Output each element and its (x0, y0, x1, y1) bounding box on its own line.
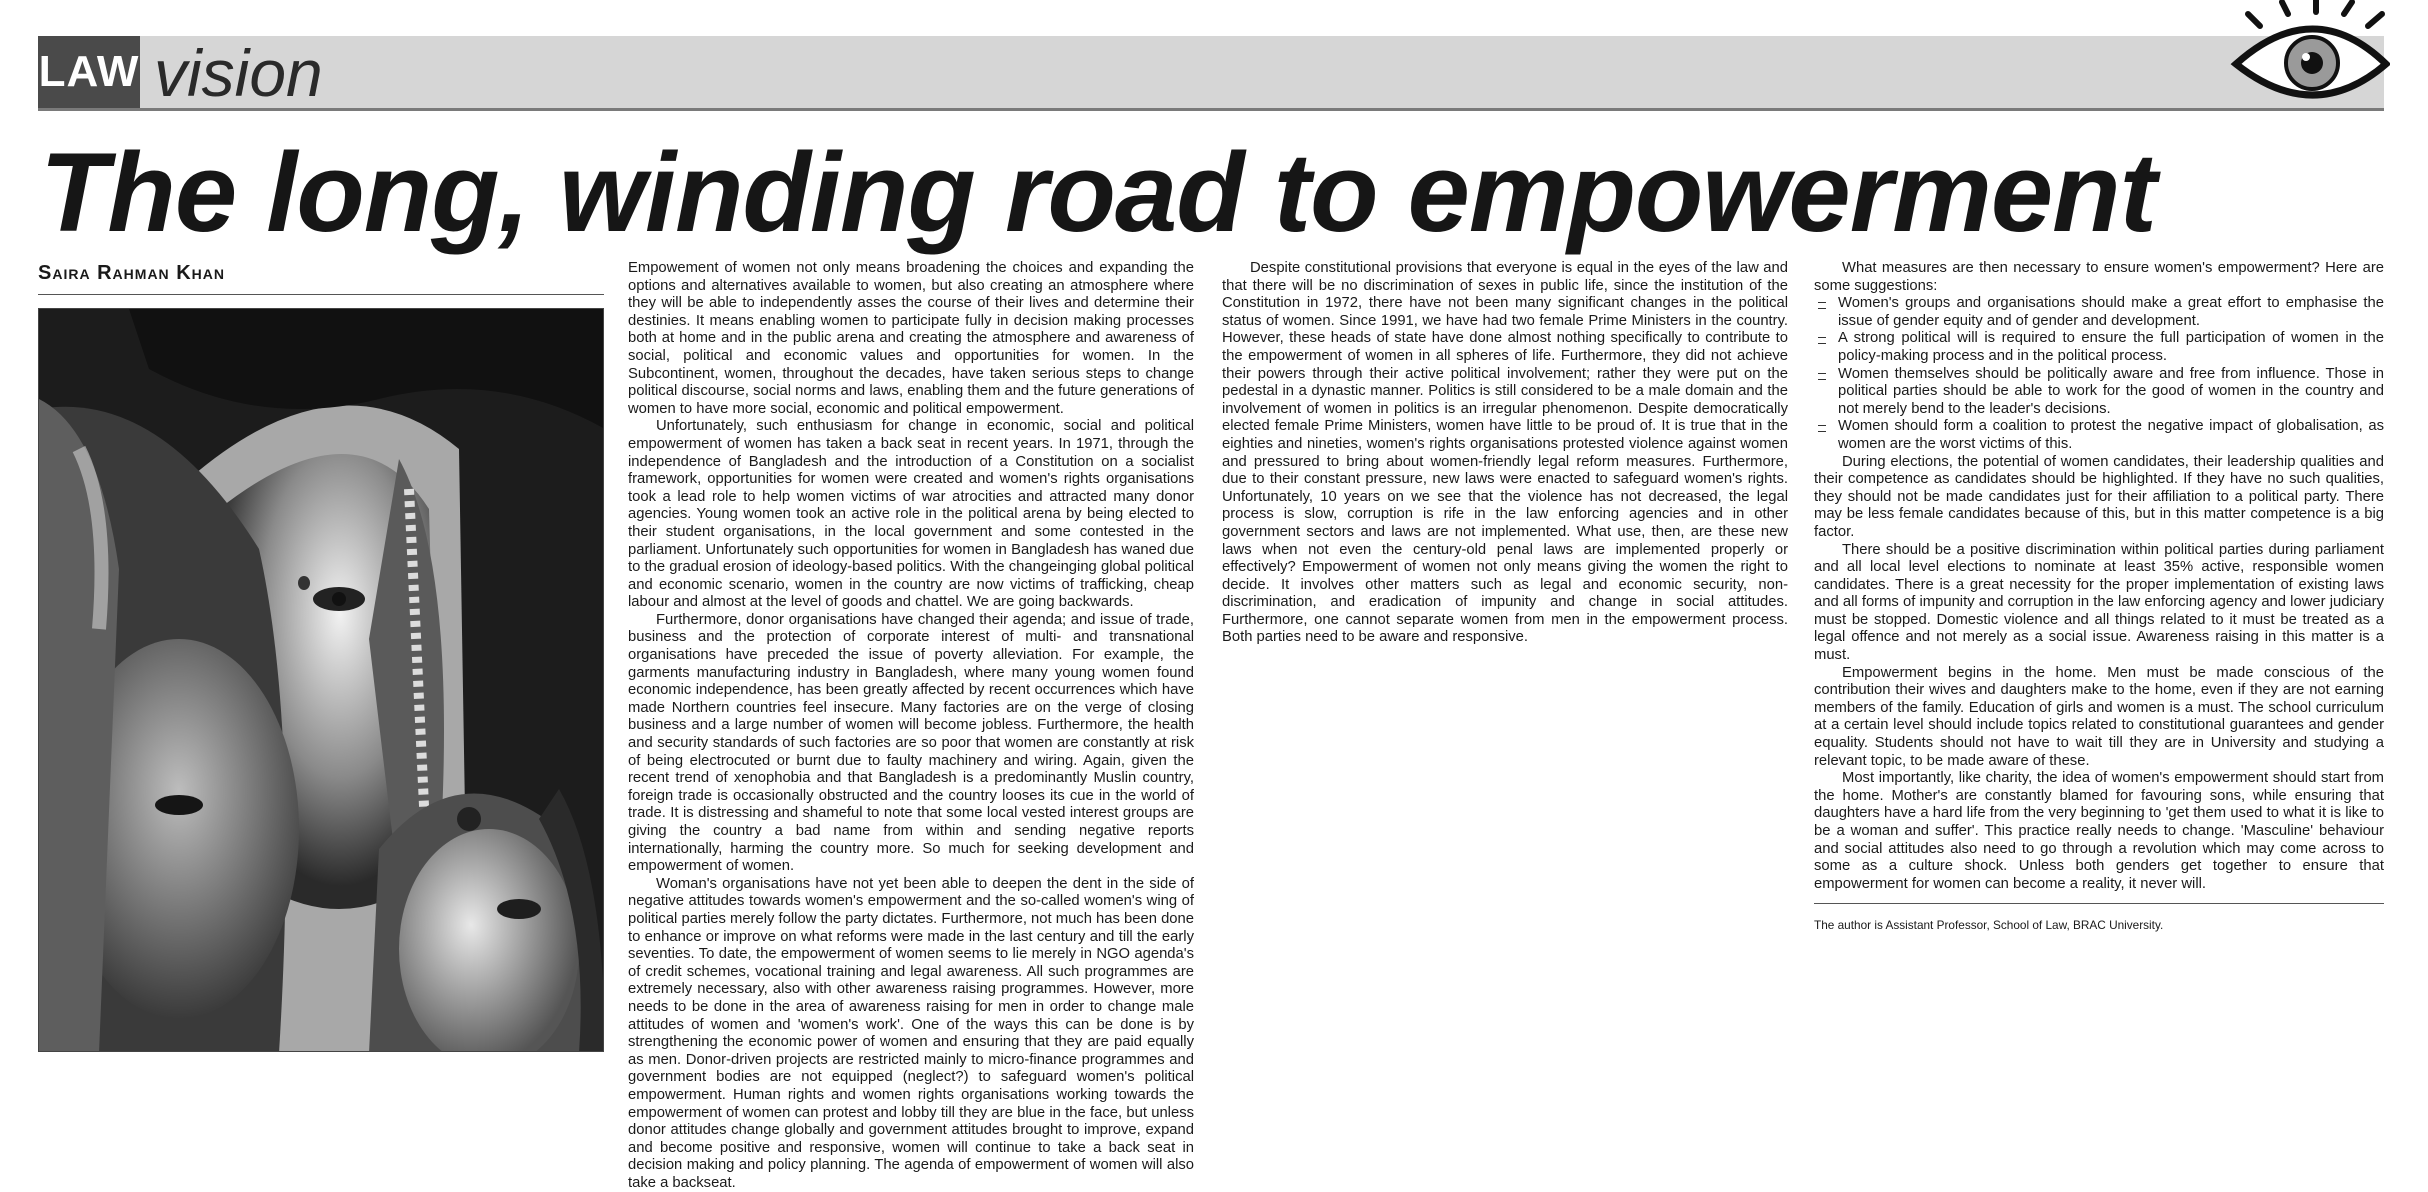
list-item: Women themselves should be politically aware and free from influence. Those in political parties should be able to work for the good of women in the country and not merely bend to the leader's decisions. (1814, 366, 2384, 419)
list-item: Women should form a coalition to protest the negative impact of globalisation, as women are the worst victims of this. (1814, 418, 2384, 453)
photo-women-faces (39, 309, 604, 1052)
article-column-2 (1222, 260, 1788, 647)
list-item: Women's groups and organisations should make a great effort to emphasise the issue of gender equity and of gender and development. (1814, 295, 2384, 330)
author-name: Saira Rahman Khan (38, 262, 225, 284)
article-photo (38, 308, 604, 1052)
article-column-3 (1814, 260, 2384, 932)
section-masthead (38, 36, 2384, 111)
article-paragraph: What measures are then necessary to ensure women's empowerment? Here are some suggestions: (1814, 260, 2384, 294)
author-note-divider (1814, 903, 2384, 932)
article-paragraph: Despite constitutional provisions that everyone is equal in the eyes of the law and that there will be no discrimination of sexes in public life, since the institution of the Constitution in 1972, there have not been many significant changes in the political status of women. Since 1991, we have had two female Prime Ministers in the country. However, these heads of state have done almost nothing specifically to contribute to the empowerment of women in all spheres of life. Furthermore, they did not achieve their powers through their active political involvement; rather they were put on the pedestal in a dynastic manner. Politics is still considered to be a male domain and the involvement of women in politics is an irregular phenomenon. Despite democratically elected female Prime Ministers, women have little to be proud of. It is true that in the eighties and nineties, women's rights organisations protested violence against women and pressured to bring about women-friendly legal reform measures. Furthermore, due to their constant pressure, new laws were enacted to safeguard women's rights. Unfortunately, 10 years on we see that the violence has not decreased, the legal process is slow, corruption is rife in the law enforcing agencies and in other government sectors and laws are not implemented. What use, then, are these new laws when not even the century-old penal laws are implemented properly or effectively? Empowerment of women not only means giving the women the right to decide. It involves other matters such as legal and economic security, non-discrimination, and eradication of impunity and change in social attitudes. Furthermore, one cannot separate women from men in the empowerment process. Both parties need to be aware and responsive. (1222, 260, 1788, 646)
suggestions-list (1814, 295, 2384, 453)
article-paragraph: Most importantly, like charity, the idea of women's empowerment should start from the home. Mother's are constantly blamed for favouring sons, while ensuring that daughters have a hard life from the very beginning to 'get them used to what it is like to be a woman and suffer'. This practice really needs to change. 'Masculine' behaviour and social attitudes also need to go through a revolution which may come across to some as a culture shock. Unless both genders get together to ensure that empowerment for women can become a reality, it never will. (1814, 770, 2384, 892)
article-paragraph: There should be a positive discrimination within political parties during parliament and all local level elections to nominate at least 35% active, responsible women candidates. There is a great necessity for the proper implementation of existing laws and all forms of impunity and corruption in the law enforcing agency and lower judiciary must be stopped. Domestic violence and all things related to it must be treated as a legal offence and not merely as a social issue. Awareness raising in this matter is a must. (1814, 541, 2384, 664)
article-paragraph: Unfortunately, such enthusiasm for change in economic, social and political empowerment of women has taken a back seat in recent years. In 1971, through the independence of Bangladesh and the introduction of a Constitution on a socialist framework, opportunities for women were created and women's rights organisations took a lead role to help women victims of war atrocities and attracted many donor agencies. Young women took an active role in the political arena by being elected to their student organisations, in the local government and some contested in the parliament. Unfortunately such opportunities for women in Bangladesh has waned due to the gradual erosion of ideology-based politics. With the changeinging global political and economic scenario, women in the country are now victims of trafficking, cheap labour and almost at the level of goods and chattel. We are going backwards. (628, 418, 1194, 611)
eye-icon (2230, 0, 2390, 116)
article-column-1 (628, 260, 1194, 1192)
paragraph-text: Woman's organisations have not yet been able to deepen the dent in the side of negative attitudes towards women's empowerment and the so-called women's wing of political parties merely follow the party dictates. Furthermore, not much has been done to enhance or improve on what reforms were made in the last century and till the early seventies. To date, the empowerment of women seems to lie merely in NGO agenda's of credit schemes, vocational training and legal awareness. All such programmes are extremely necessary, also with other awareness raising programmes. However, more needs to be done in the area of awareness raising for men in order to change male attitudes of women and 'women's work'. One of the ways this can be done is by strengthening the economic power of women and ensuring that they are paid equally as men. Donor-driven projects are restricted mainly to micro-finance programmes and government bodies are not equipped (neglect?) to safeguard women's political empowerment. Human rights and women rights organisations working towards the empowerment of women can protest and lobby till they are blue in the face, but unless donor attitudes change globally and government attitudes brought to improve, expand and become positive and responsive, women will continue to take a back seat in decision making and policy planning. The agenda of empowerment of women will also take a backseat. (628, 875, 1194, 1191)
article-paragraph: Furthermore, donor organisations have changed their agenda; and issue of trade, business and the protection of corporate interest of multi- and transnational organisations have preceded the issue of poverty alleviation. For example, the garments manufacturing industry in Bangladesh, where many young women found economic independence, has been greatly affected by recent occurrences which have made Northern countries feel insecure. Many factories are on the verge of closing business and a large number of women will become jobless. Furthermore, the health and security standards of such factories are so poor that women are constantly at risk of being electrocuted or burnt due to faulty machinery and wiring. Again, given the recent trend of xenophobia and that Bangladesh is a predominantly Muslin country, foreign trade is occasionally obstructed and the country looses its cue in the world of trade. It is distressing and shameful to note that some local vested interest groups are giving the country a bad name from within and sending negative reports internationally, harming the country more. So much for seeking development and empowerment of women. (628, 611, 1194, 875)
article-paragraph-continued (628, 876, 1194, 1192)
author-note: The author is Assistant Professor, School of Law, BRAC University. (1814, 918, 2164, 933)
headline: The long, winding road to empowerment (40, 130, 2156, 255)
article-paragraph: Empowement of women not only means broadening the choices and expanding the options and alternatives available to women, but also creating an atmosphere where they will be able to independently asses the course of their lives and determine their destinies. It means enabling women to participate fully in decision making processes both at home and in the public arena and creating the atmosphere and awareness of social, political and economic values and opportunities for women. In the Subcontinent, women, throughout the decades, have taken serious steps to change political discourse, social norms and laws, enabling them and the future generations of women to have more social, economic and political empowerment. (628, 260, 1194, 417)
list-item: A strong political will is required to ensure the full participation of women in the policy-making process and in the political process. (1814, 330, 2384, 365)
article-paragraph: Empowerment begins in the home. Men must be made conscious of the contribution their wives and daughters make to the home, even if they are not earning members of the family. Education of girls and women is a must. The school curriculum at a certain level should include topics related to constitutional guarantees and gender equality. Students should not have to wait till they are in University and studying a relevant topic, to be made aware of these. (1814, 664, 2384, 769)
article-paragraph: During elections, the potential of women candidates, their leadership qualities and their competence as candidates should be highlighted. If they have no such qualities, they should not be made candidates just for their affiliation to a political party. There may be less female candidates because of this, but in this matter competence is a big factor. (1814, 453, 2384, 540)
byline (38, 262, 604, 295)
section-subtitle: vision (154, 36, 323, 110)
section-label: LAW (38, 36, 140, 108)
